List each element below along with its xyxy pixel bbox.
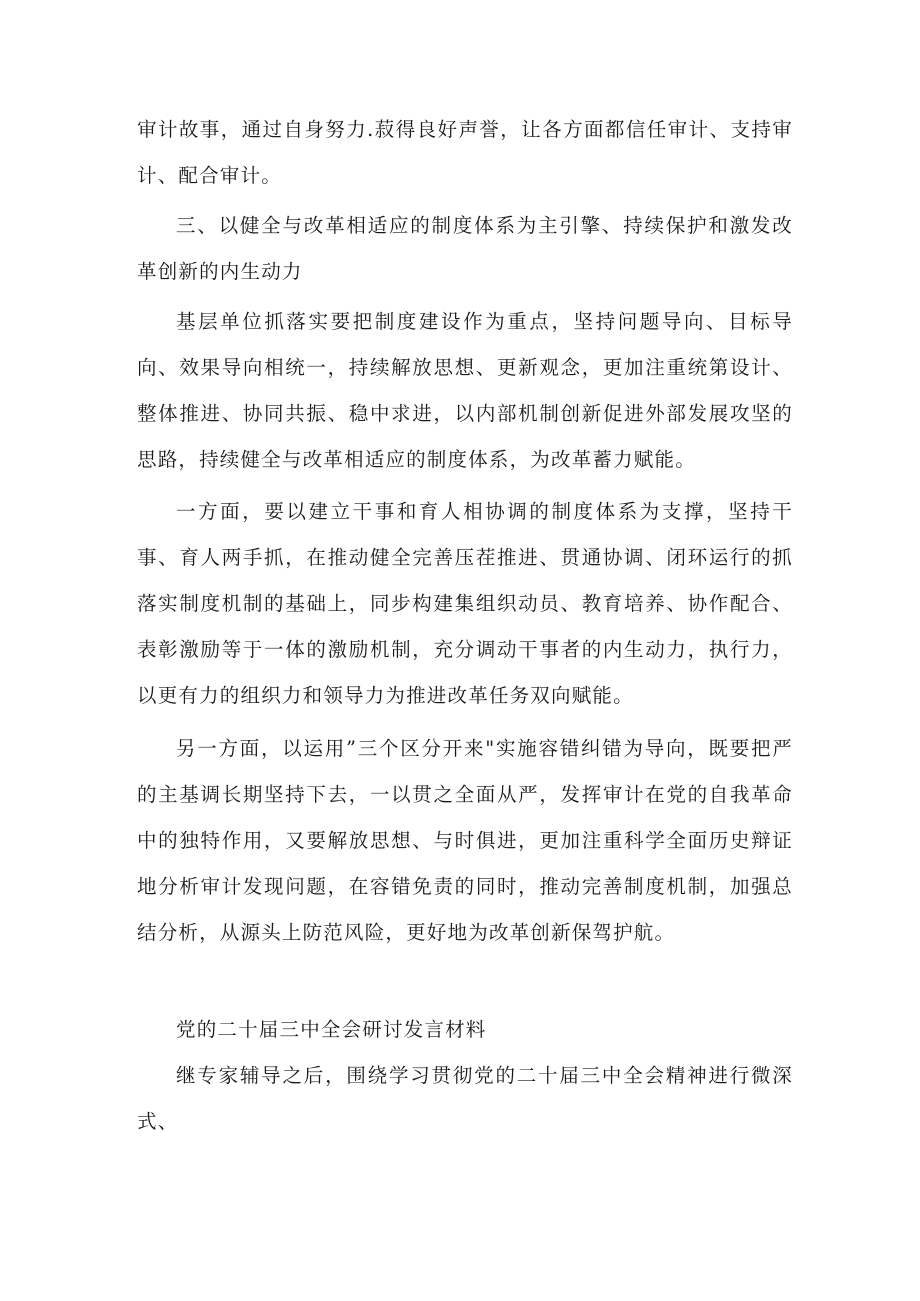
paragraph-second-intro: 继专家辅导之后，围绕学习贯彻党的二十届三中全会精神进行微深式、 — [137, 1064, 793, 1133]
paragraph-on-other-hand: 另一方面，以运用”三个区分开来"实施容错纠错为导向，既要把严的主基调长期坚持下去，一以贯之全面从严，发挥审计在党的自我革命中的独特作用，又要解放思想、与时俱进，更加注重科学全面历史辩证地分析审计发现问题，在容错免责的同时，推动完善制度机制，加强总结分析，从源头上防范风险，更好地为改革创新保驾护航。 — [137, 737, 793, 944]
paragraph-on-one-hand: 一方面，要以建立干事和育人相协调的制度体系为支撑，坚持干事、育人两手抓，在推动健全完善压茬推进、贯通协调、闭环运行的抓落实制度机制的基础上，同步构建集组织动员、教育培养、协作配合、表彰激励等于一体的激励机制，充分调动干事者的内生动力，执行力，以更有力的组织力和领导力为推进改革任务双向赋能。 — [137, 500, 793, 707]
paragraph-basic-units: 基层单位抓落实要把制度建设作为重点，坚持问题导向、目标导向、效果导向相统一，持续解放思想、更新观念，更加注重统第设计、整体推进、协同共振、稳中求进，以内部机制创新促进外部发展攻坚的思路，持续健全与改革相适应的制度体系，为改革蓄力赋能。 — [137, 310, 793, 471]
paragraph-intro-continuation: 审计故事，通过自身努力.菽得良好声誉，让各方面都信任审计、支持审计、配合审计。 — [137, 118, 793, 187]
section-heading-three: 三、以健全与改革相适应的制度体系为主引擎、持续保护和激发改革创新的内生动力 — [137, 214, 793, 283]
document-title-second: 党的二十届三中全会研讨发言材料 — [176, 1018, 487, 1041]
